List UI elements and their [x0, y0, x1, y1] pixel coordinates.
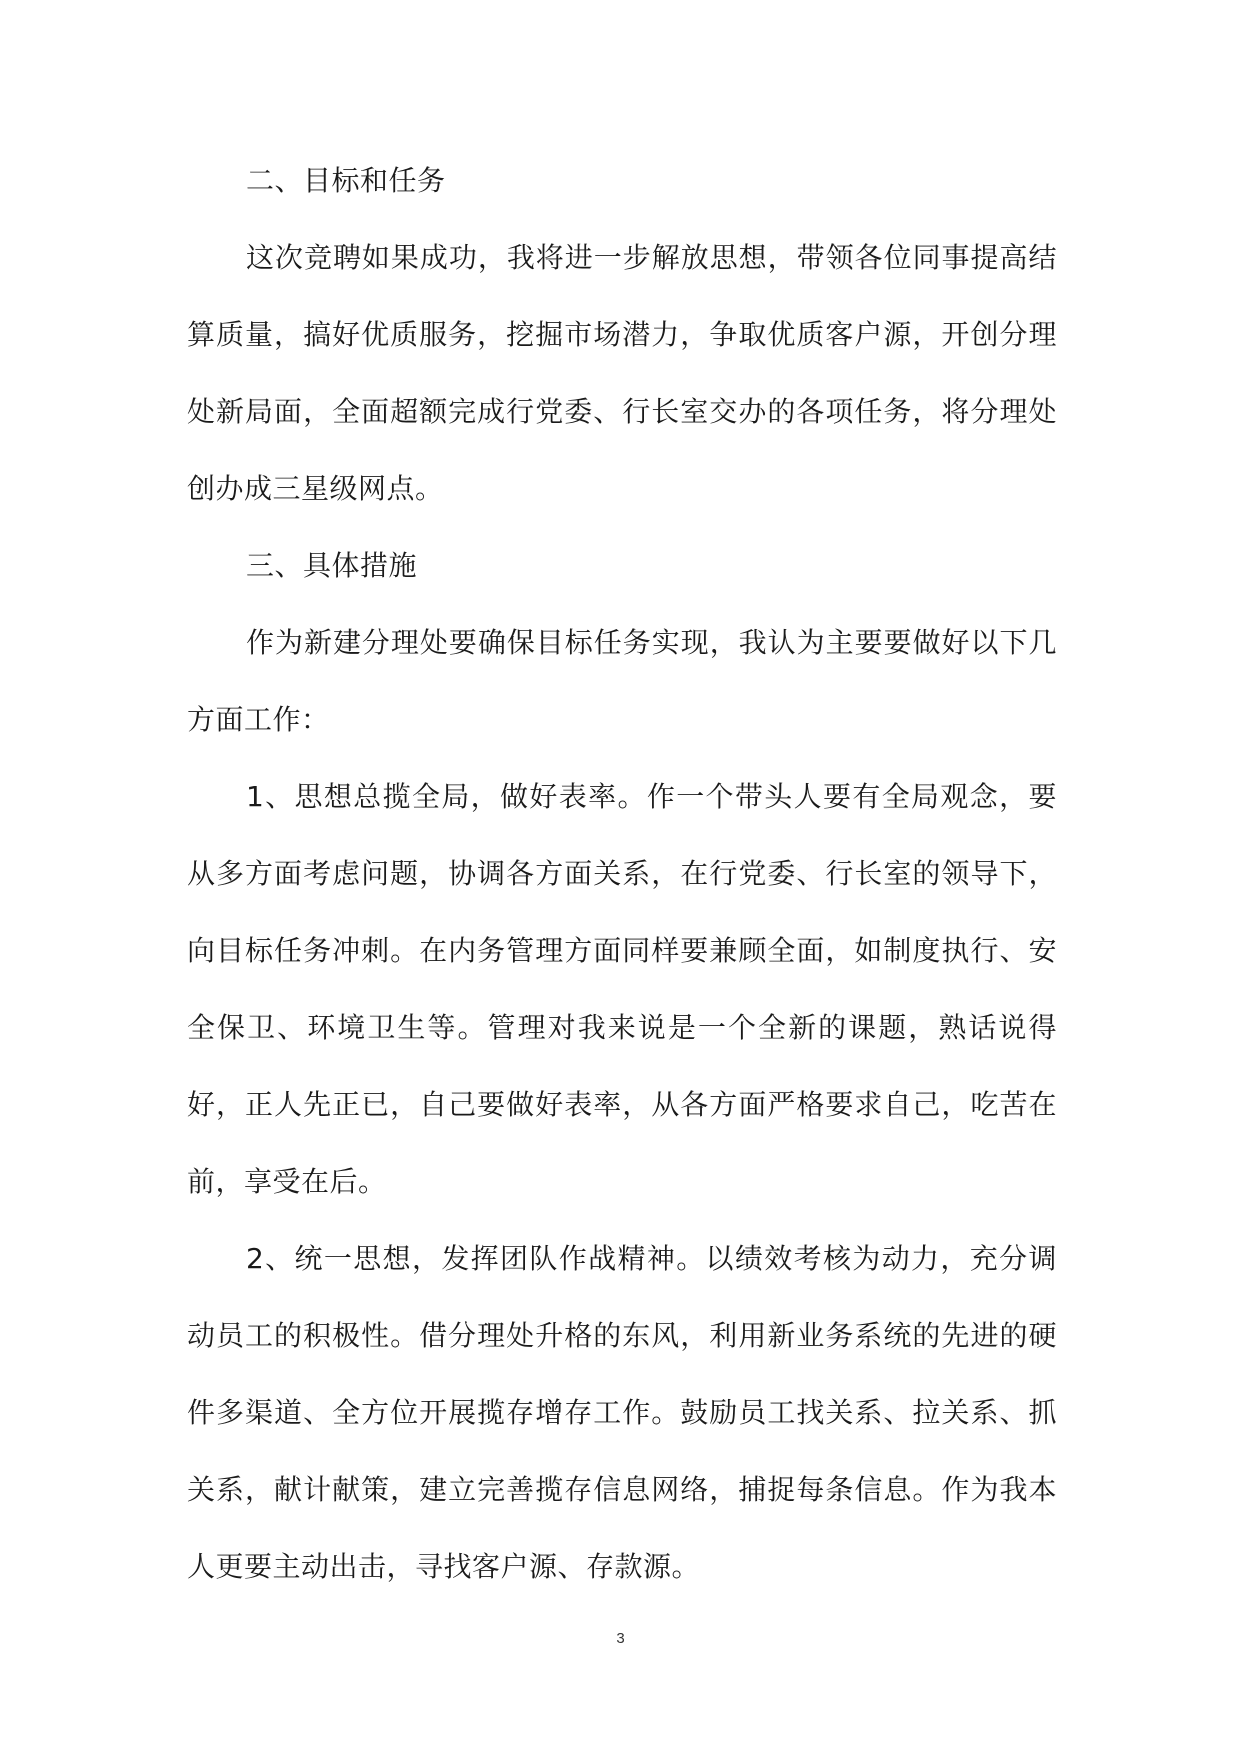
paragraph-goals: 这次竞聘如果成功，我将进一步解放思想，带领各位同事提高结算质量，搞好优质服务，挖掘市场潜力，争取优质客户源，开创分理处新局面，全面超额完成行党委、行长室交办的各项任务，将分理处创办成三星级网点。 [187, 241, 1057, 505]
page-number: 3 [616, 1630, 625, 1647]
section-heading-goals: 二、目标和任务 [246, 164, 446, 197]
section-heading-measures: 三、具体措施 [246, 549, 418, 582]
document-body [187, 142, 1057, 1605]
paragraph-item-1: 1、思想总揽全局，做好表率。作一个带头人要有全局观念，要从多方面考虑问题，协调各方面关系，在行党委、行长室的领导下，向目标任务冲刺。在内务管理方面同样要兼顾全面，如制度执行、安全保卫、环境卫生等。管理对我来说是一个全新的课题，熟话说得好，正人先正已，自己要做好表率，从各方面严格要求自己，吃苦在前，享受在后。 [187, 780, 1057, 1198]
paragraph-item-2: 2、统一思想，发挥团队作战精神。以绩效考核为动力，充分调动员工的积极性。借分理处升格的东风，利用新业务系统的先进的硬件多渠道、全方位开展揽存增存工作。鼓励员工找关系、拉关系、抓关系，献计献策，建立完善揽存信息网络，捕捉每条信息。作为我本人更要主动出击，寻找客户源、存款源。 [187, 1242, 1057, 1583]
paragraph-measures-intro: 作为新建分理处要确保目标任务实现，我认为主要要做好以下几方面工作： [187, 626, 1057, 736]
